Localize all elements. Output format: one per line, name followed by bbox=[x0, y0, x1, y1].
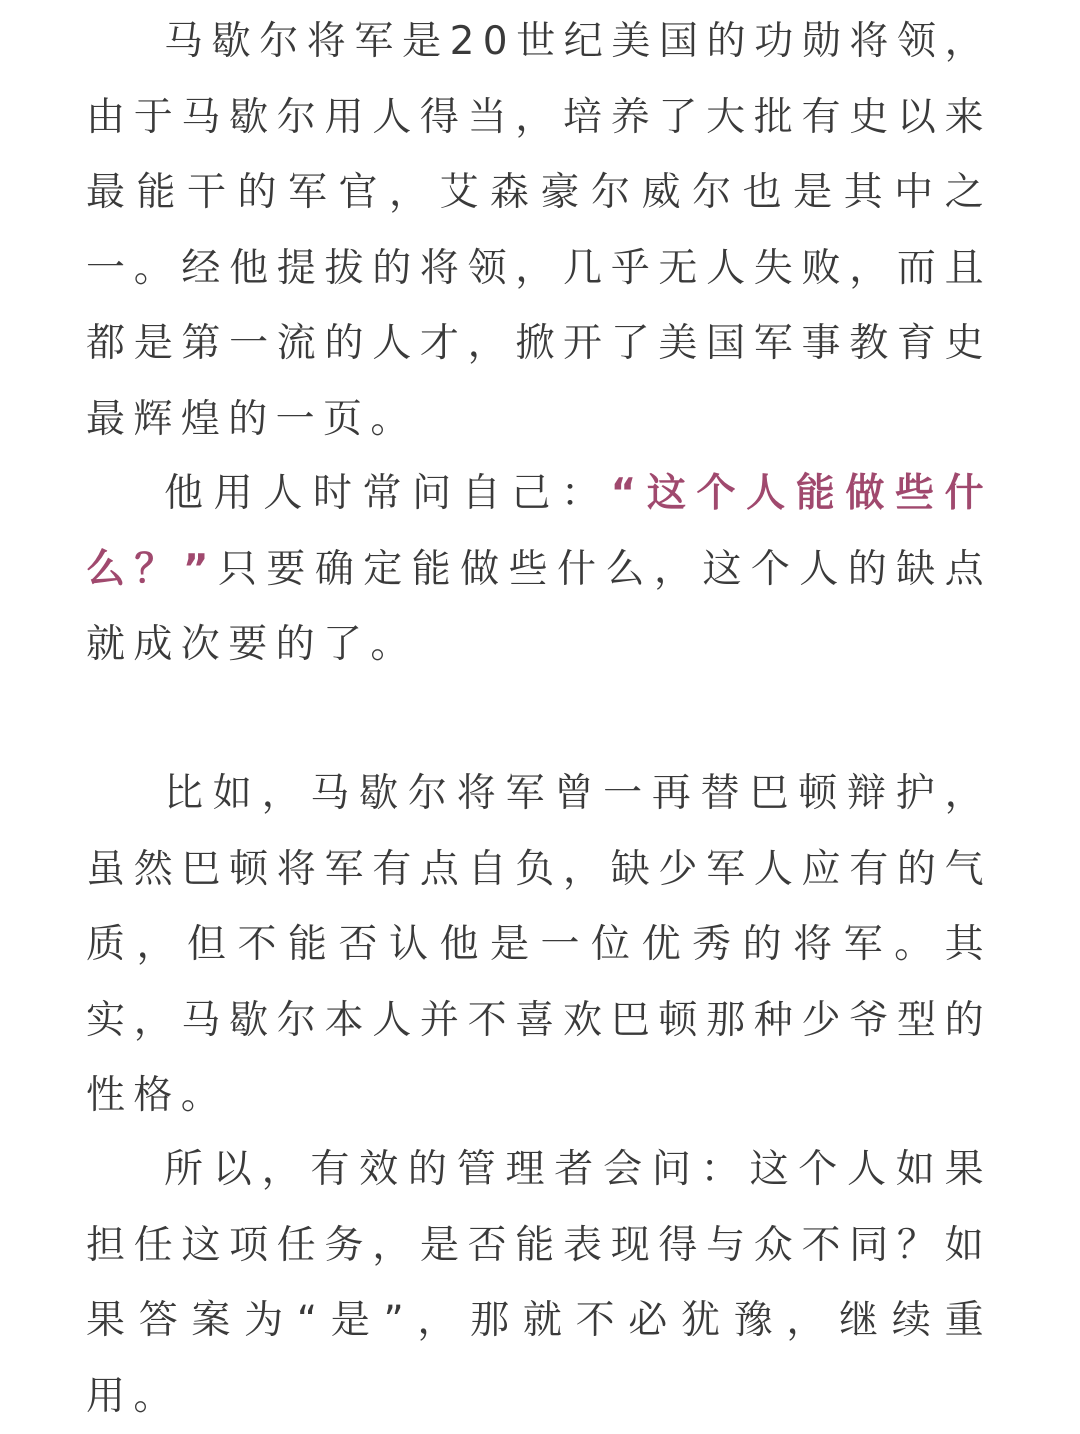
question-follow-up: 只要确定能做些什么，这个人的缺点就成次要的了。 bbox=[86, 546, 992, 667]
paragraph-key-question bbox=[86, 456, 992, 683]
question-lead-in: 他用人时常问自己： bbox=[164, 471, 611, 516]
paragraph-conclusion: 所以，有效的管理者会问：这个人如果担任这项任务，是否能表现得与众不同？如果答案为“是”，那就不必犹豫，继续重用。 bbox=[86, 1147, 992, 1419]
paragraph-patton-example: 比如，马歇尔将军曾一再替巴顿辩护，虽然巴顿将军有点自负，缺少军人应有的气质，但不能否认他是一位优秀的将军。其实，马歇尔本人并不喜欢巴顿那种少爷型的性格。 bbox=[86, 771, 992, 1118]
highlighted-question: “这个人能做些什么？” bbox=[86, 471, 992, 592]
paragraph-marshall-intro: 马歇尔将军是20世纪美国的功勋将领，由于马歇尔用人得当，培养了大批有史以来最能干的军官，艾森豪尔威尔也是其中之一。经他提拔的将领，几乎无人失败，而且都是第一流的人才，掀开了美国军事教育史最辉煌的一页。 bbox=[86, 19, 992, 442]
